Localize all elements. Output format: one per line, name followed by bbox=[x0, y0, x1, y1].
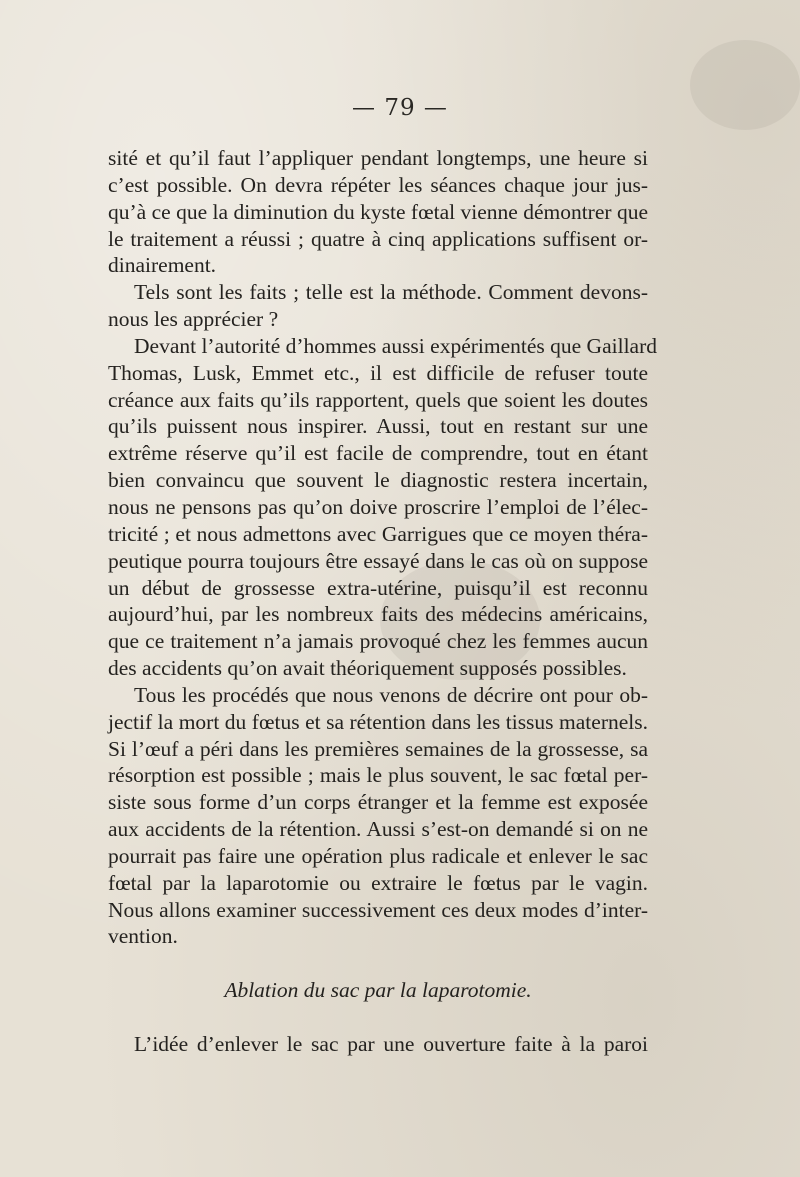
text-line: fœtal par la laparotomie ou extraire le fœtus par le vagin. bbox=[108, 870, 648, 895]
text-line: Thomas, Lusk, Emmet etc., il est difficile de refuser toute bbox=[108, 360, 648, 385]
text-line: L’idée d’enlever le sac par une ouverture faite à la paroi bbox=[134, 1031, 648, 1056]
page-number: — 79 — bbox=[352, 95, 448, 121]
text-line: extrême réserve qu’il est facile de comprendre, tout en étant bbox=[108, 441, 648, 466]
text-line: aujourd’hui, par les nombreux faits des médecins américains, bbox=[108, 602, 648, 627]
text-line: que ce traitement n’a jamais provoqué chez les femmes aucun bbox=[108, 629, 648, 654]
text-line: qu’ils puissent nous inspirer. Aussi, tout en restant sur une bbox=[108, 414, 648, 439]
text-line: un début de grossesse extra-utérine, puisqu’il est reconnu bbox=[108, 575, 648, 600]
text-line: sité et qu’il faut l’appliquer pendant longtemps, une heure si bbox=[108, 146, 648, 170]
paragraph-3 bbox=[108, 333, 658, 682]
text-line: pourrait pas faire une opération plus radicale et enlever le sac bbox=[108, 843, 648, 868]
blank-space bbox=[108, 950, 648, 977]
text-line: Si l’œuf a péri dans les premières semaines de la grossesse, sa bbox=[108, 736, 648, 761]
body-text bbox=[108, 145, 658, 1058]
paragraph-5 bbox=[108, 1031, 648, 1058]
text-line: aux accidents de la rétention. Aussi s’est-on demandé si on ne bbox=[108, 817, 648, 842]
text-line: dinairement. bbox=[108, 253, 217, 278]
text-line: Devant l’autorité d’hommes aussi expérimentés que Gaillard bbox=[134, 333, 658, 358]
text-line: jectif la mort du fœtus et sa rétention dans les tissus maternels. bbox=[108, 709, 648, 734]
text-line: Tous les procédés que nous venons de décrire ont pour ob- bbox=[134, 682, 648, 707]
text-line: vention. bbox=[108, 924, 178, 949]
section-heading: Ablation du sac par la laparotomie. bbox=[224, 978, 532, 1003]
text-line: nous les apprécier ? bbox=[108, 307, 279, 332]
text-line: le traitement a réussi ; quatre à cinq applications suffisent or- bbox=[108, 226, 648, 251]
text-line: peutique pourra toujours être essayé dans le cas où on suppose bbox=[108, 548, 648, 573]
paragraph-1 bbox=[108, 145, 648, 279]
text-line: Nous allons examiner successivement ces deux modes d’inter- bbox=[108, 897, 648, 922]
text-line: qu’à ce que la diminution du kyste fœtal vienne démontrer que bbox=[108, 199, 648, 224]
text-line: des accidents qu’on avait théoriquement supposés possibles. bbox=[108, 656, 627, 681]
text-line: tricité ; et nous admettons avec Garrigues que ce moyen théra- bbox=[108, 521, 648, 546]
text-line: Tels sont les faits ; telle est la méthode. Comment devons- bbox=[134, 280, 648, 305]
paragraph-2 bbox=[108, 279, 648, 333]
blank-space bbox=[108, 1004, 648, 1031]
text-line: siste sous forme d’un corps étranger et la femme est exposée bbox=[108, 790, 648, 815]
paragraph-4 bbox=[108, 682, 648, 950]
text-line: nous ne pensons pas qu’on doive proscrire l’emploi de l’élec- bbox=[108, 494, 648, 519]
text-line: créance aux faits qu’ils rapportent, quels que soient les doutes bbox=[108, 387, 648, 412]
text-line: bien convaincu que souvent le diagnostic restera incertain, bbox=[108, 468, 648, 493]
text-line: résorption est possible ; mais le plus souvent, le sac fœtal per- bbox=[108, 763, 648, 788]
text-line: c’est possible. On devra répéter les séances chaque jour jus- bbox=[108, 172, 648, 197]
